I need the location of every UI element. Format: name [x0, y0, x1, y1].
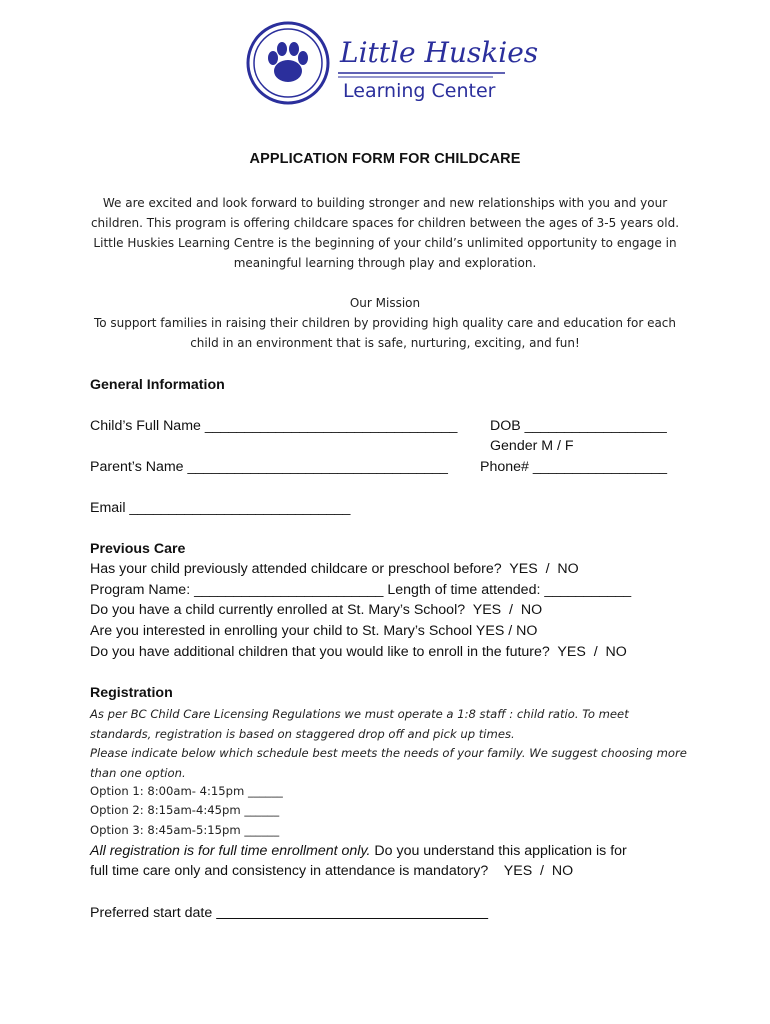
- previous-care-q2[interactable]: Program Name: ________________________ Length of time attended: ___________: [90, 582, 632, 598]
- child-name-field[interactable]: Child’s Full Name ________________________________: [90, 418, 458, 434]
- intro-paragraph: We are excited and look forward to building stronger and new relationships with you and your children. This program is offering childcare spaces for children between the ages of 3-5 years old. Little Huskies Learning Centre is the beginning of your child’s unlimited opportunity to engage in meaningful learning through play and exploration.: [90, 196, 680, 270]
- full-time-answer[interactable]: full time care only and consistency in attendance is mandatory? YES / NO: [90, 863, 574, 879]
- logo-line2: Learning Center: [343, 80, 496, 102]
- schedule-option-2[interactable]: Option 2: 8:15am-4:45pm ______: [90, 803, 280, 817]
- start-date-row: [90, 905, 488, 921]
- registration-note-ratio: As per BC Child Care Licensing Regulations we must operate a 1:8 staff : child ratio. To meet standards, registration is based on staggered drop off and pick up times.: [90, 707, 629, 741]
- schedule-option-1[interactable]: Option 1: 8:00am- 4:15pm ______: [90, 784, 283, 798]
- start-date-label: Preferred start date: [90, 905, 213, 921]
- logo: [243, 18, 539, 108]
- previous-care-q3[interactable]: Do you have a child currently enrolled at St. Mary’s School? YES / NO: [90, 602, 543, 618]
- gender-field[interactable]: Gender M / F: [490, 438, 574, 454]
- general-heading: General Information: [90, 377, 225, 393]
- start-date-field[interactable]: [216, 905, 488, 921]
- schedule-option-3[interactable]: Option 3: 8:45am-5:15pm ______: [90, 823, 280, 837]
- full-time-question-text: Do you understand this application is for: [370, 843, 627, 859]
- previous-care-q5[interactable]: Do you have additional children that you would like to enroll in the future? YES / NO: [90, 644, 627, 660]
- registration-note-schedule: Please indicate below which schedule best meets the needs of your family. We suggest choosing more than one option.: [90, 746, 687, 780]
- logo-line1: Little Huskies: [340, 36, 539, 69]
- full-time-notice: All registration is for full time enrollment only.: [90, 843, 371, 859]
- full-time-question: [90, 843, 627, 859]
- mission-title: Our Mission: [349, 296, 421, 310]
- previous-care-q4[interactable]: Are you interested in enrolling your child to St. Mary’s School YES / NO: [90, 623, 538, 639]
- email-field[interactable]: Email ____________________________: [90, 500, 351, 516]
- dob-field[interactable]: DOB __________________: [490, 418, 667, 434]
- phone-field[interactable]: Phone# _________________: [480, 459, 667, 475]
- page-title: APPLICATION FORM FOR CHILDCARE: [249, 151, 521, 167]
- registration-heading: Registration: [90, 685, 173, 701]
- intro-section: [90, 193, 680, 353]
- parent-name-field[interactable]: Parent’s Name _________________________________: [90, 459, 448, 475]
- mission-text: To support families in raising their children by providing high quality care and education for each child in an environment that is safe, nurturing, exciting, and fun!: [93, 316, 677, 350]
- previous-care-q1[interactable]: Has your child previously attended childcare or preschool before? YES / NO: [90, 561, 579, 577]
- previous-care-heading: Previous Care: [90, 541, 186, 557]
